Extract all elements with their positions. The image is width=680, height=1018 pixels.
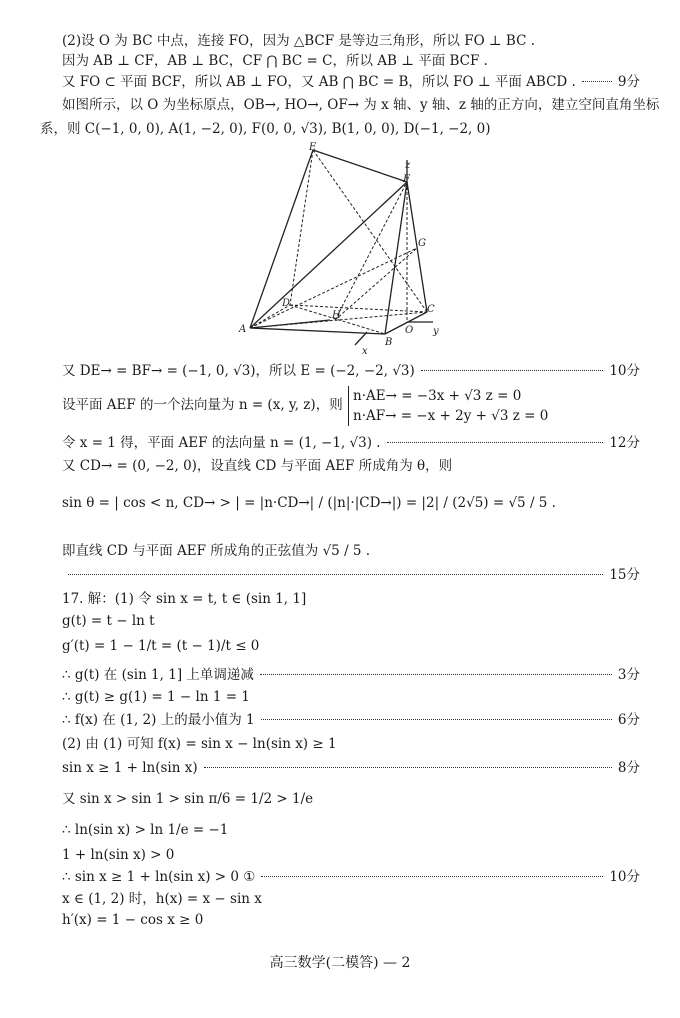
score-line: 15分 [62, 566, 640, 584]
text-line: 系，则 C(−1, 0, 0), A(1, −2, 0), F(0, 0, √3), B(1, 0, 0), D(−1, −2, 0) [40, 121, 491, 137]
text-line: 因为 AB ⊥ CF，AB ⊥ BC，CF ⋂ BC = C，所以 AB ⊥ 平面 BCF . [62, 53, 488, 69]
text-line-scored: 又 DE→ = BF→ = (−1, 0, √3)，所以 E = (−2, −2, √3) 10分 [62, 363, 640, 379]
label-z: z [405, 160, 411, 171]
label-E: E [309, 142, 317, 153]
text-line: 设平面 AEF 的一个法向量为 n = (x, y, z)，则 [62, 397, 343, 413]
formula-line: sin θ = | cos < n, CD→ > | = |n·CD→| / (|n|·|CD→|) = |2| / (2√5) = √5 / 5 . [62, 495, 556, 511]
label-x: x [362, 346, 368, 355]
text-line: 又 CD→ = (0, −2, 0)，设直线 CD 与平面 AEF 所成角为 θ，则 [62, 458, 453, 474]
label-H: H [332, 310, 341, 321]
text-line: 即直线 CD 与平面 AEF 所成角的正弦值为 √5 / 5 . [62, 543, 371, 559]
label-G: G [418, 238, 426, 249]
text-line: 1 + ln(sin x) > 0 [62, 847, 175, 863]
text-line: h′(x) = 1 − cos x ≥ 0 [62, 912, 204, 928]
label-B: B [385, 337, 393, 348]
text-line: 又 sin x > sin 1 > sin π/6 = 1/2 > 1/e [62, 791, 314, 807]
text-line-scored: ∴ f(x) 在 (1, 2) 上的最小值为 1 6分 [62, 712, 640, 728]
text-line: x ∈ (1, 2) 时，h(x) = x − sin x [62, 891, 262, 907]
label-A: A [239, 324, 247, 335]
label-F: F [403, 174, 410, 185]
text-line-scored: 令 x = 1 得，平面 AEF 的法向量 n = (1, −1, √3) . 12分 [62, 435, 640, 451]
text-line: (2)设 O 为 BC 中点，连接 FO，因为 △BCF 是等边三角形，所以 FO ⊥ BC . [62, 33, 536, 49]
label-C: C [427, 304, 435, 315]
text-line: ∴ ln(sin x) > ln 1/e = −1 [62, 822, 229, 838]
geometry-figure [235, 140, 450, 355]
equation-system: n·AE→ = −3x + √3 z = 0 n·AF→ = −x + 2y + √3 z = 0 [348, 386, 640, 426]
text-line-scored: sin x ≥ 1 + ln(sin x) 8分 [62, 760, 640, 776]
label-D: D [282, 298, 291, 309]
text-line-scored: ∴ sin x ≥ 1 + ln(sin x) > 0 ① 10分 [62, 869, 640, 885]
text-line: g′(t) = 1 − 1/t = (t − 1)/t ≤ 0 [62, 638, 260, 654]
text-line-scored: ∴ g(t) 在 (sin 1, 1] 上单调递减 3分 [62, 667, 640, 683]
label-O: O [405, 325, 414, 336]
text-line: (2) 由 (1) 可知 f(x) = sin x − ln(sin x) ≥ 1 [62, 736, 337, 752]
text-line: 17. 解：(1) 令 sin x = t, t ∈ (sin 1, 1] [62, 591, 307, 607]
text-line: ∴ g(t) ≥ g(1) = 1 − ln 1 = 1 [62, 689, 250, 705]
text-line-scored: 又 FO ⊂ 平面 BCF，所以 AB ⊥ FO，又 AB ⋂ BC = B，所以 FO ⊥ 平面 ABCD . 9分 [62, 74, 640, 90]
text-line: 如图所示，以 O 为坐标原点，OB→, HO→, OF→ 为 x 轴、y 轴、z 轴的正方向，建立空间直角坐标 [62, 97, 660, 113]
page-footer: 高三数学(二模答) — 2 [269, 955, 411, 971]
label-y: y [433, 326, 439, 337]
text-line: g(t) = t − ln t [62, 613, 155, 629]
